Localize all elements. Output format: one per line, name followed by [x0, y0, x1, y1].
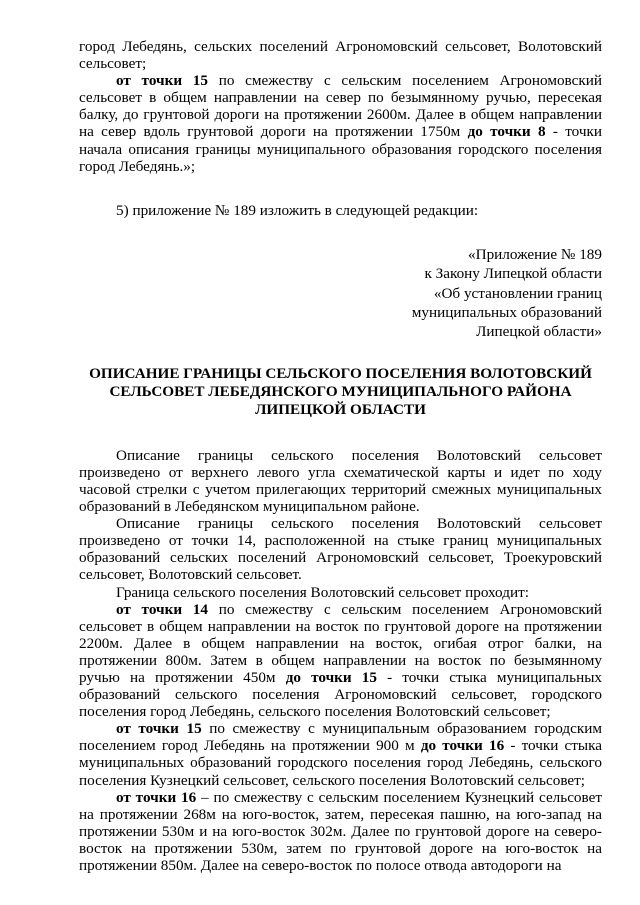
body-paragraph-5	[79, 720, 602, 788]
amendment-line: 5) приложение № 189 изложить в следующей редакции:	[116, 201, 479, 219]
prev-paragraph-2	[79, 72, 602, 175]
body-paragraph-2: Описание границы сельского поселения Волотовский сельсовет произведено от точки 14, расположенной на стыке границ муниципальных образований сельских поселений Агрономовский сельсовет, Троекуровский сельсовет, Волотовский сельсовет.	[79, 515, 602, 584]
paragraph-text: - точки начала описания границы муниципального образования городского поселения город Лебедянь.»;	[79, 123, 602, 175]
body-paragraph-6	[79, 789, 602, 874]
paragraph-text: - точки стыка муниципальных образований сельского поселения Агрономовский сельсовет, городского поселения город Лебедянь, сельского поселения Волотовский сельсовет;	[79, 668, 602, 721]
paragraph-text: - точки стыка муниципальных образований городского поселения город Лебедянь, сельского поселения Кузнецкий сельсовет, сельского поселения Волотовский сельсовет;	[79, 737, 603, 789]
body-paragraph-1: Описание границы сельского поселения Волотовский сельсовет произведено от верхнего левого угла схематической карты и идет по ходу часовой стрелки с учетом прилегающих территорий смежных муниципальных образований в Лебедянском муниципальном районе.	[79, 446, 602, 516]
body-paragraph-4	[79, 601, 602, 721]
title-line: ОПИСАНИЕ ГРАНИЦЫ СЕЛЬСКОГО ПОСЕЛЕНИЯ ВОЛОТОВСКИЙ	[89, 364, 592, 382]
paragraph-text: по смежеству с муниципальным образованием городским поселением город Лебедянь на протяжении 900 м	[79, 720, 602, 755]
document-page	[79, 38, 602, 874]
document-title	[79, 365, 602, 420]
appendix-line: к Закону Липецкой области	[424, 265, 602, 283]
appendix-line: «Приложение № 189	[468, 245, 602, 263]
point-ref: до точки 15	[285, 668, 377, 686]
point-ref: до точки 16	[420, 737, 505, 755]
prev-paragraph-1: город Лебедянь, сельских поселений Агрономовский сельсовет, Волотовский сельсовет;	[79, 38, 602, 73]
point-ref: до точки 8	[467, 123, 546, 141]
appendix-header	[79, 245, 602, 342]
appendix-line: «Об установлении границ	[433, 284, 602, 302]
point-ref: от точки 15	[116, 72, 208, 90]
point-ref: от точки 15	[116, 720, 202, 738]
appendix-line: муниципальных образований	[411, 304, 602, 322]
paragraph-text: по смежеству с сельским поселением Агрономовский сельсовет в общем направлении на восток по грунтовой дороге на протяжении 2200м. Далее в общем направлении на восток, огибая отрог балки, на протяжении 800м. Затем в общем направлении на восток по безымянному ручью на протяжении 450м	[79, 600, 602, 686]
title-line: СЕЛЬСОВЕТ ЛЕБЕДЯНСКОГО МУНИЦИПАЛЬНОГО РАЙОНА	[109, 383, 572, 401]
body-paragraph-3: Граница сельского поселения Волотовский сельсовет проходит:	[116, 583, 529, 601]
paragraph-text: по смежеству с сельским поселением Агрономовский сельсовет в общем направлении на север по безымянному ручью, пересекая балку, до грунтовой дороги на протяжении 2600м. Далее в общем направлении на север вдоль грунтовой дороги на протяжении 1750м	[79, 72, 602, 141]
point-ref: от точки 14	[116, 600, 208, 618]
paragraph-text: – по смежеству с сельским поселением Кузнецкий сельсовет на протяжении 268м на юго-восток, затем, пересекая пашню, на юго-запад на протяжении 530м и на юго-восток 302м. Далее по грунтовой дороге на северо-восток на протяжении 530м, затем по грунтовой дороге на юго-восток на протяжении 850м. Далее на северо-восток по полосе отвода автодороги на	[79, 788, 602, 875]
point-ref: от точки 16	[116, 788, 197, 806]
title-line: ЛИПЕЦКОЙ ОБЛАСТИ	[255, 401, 426, 419]
appendix-line: Липецкой области»	[476, 323, 602, 341]
